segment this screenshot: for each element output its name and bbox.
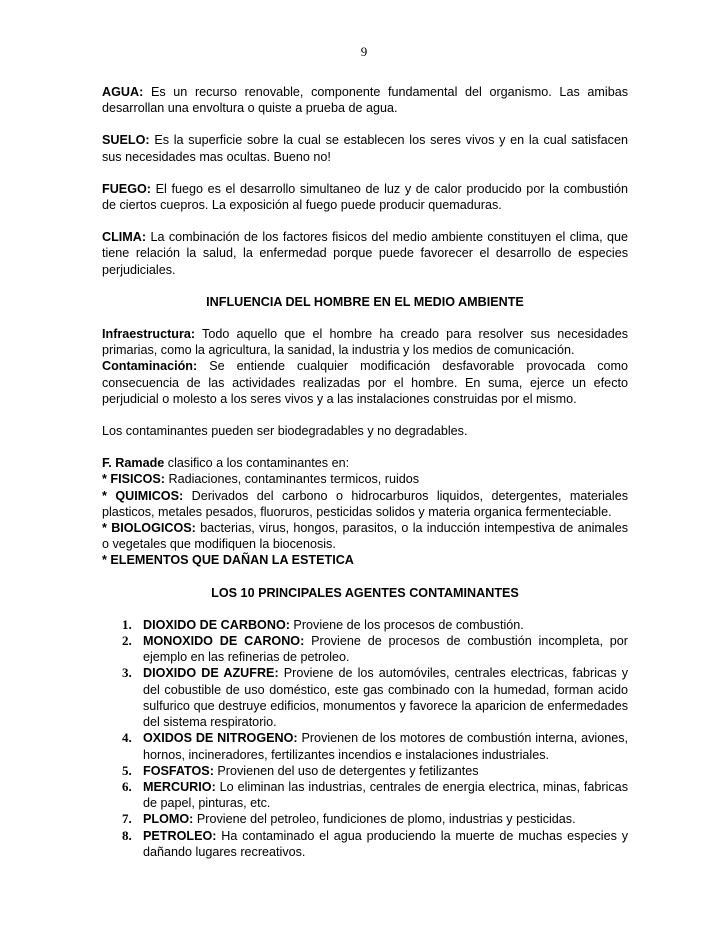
item-text: Proviene de los procesos de combustión. xyxy=(289,617,524,632)
paragraph-text: Se entiende cualquier modificación desfavorable provocada como consecuencia de las actividades realizadas por el hombre. En suma, ejerce un efecto perjudicial o molesto a los seres vivos y a las instalaciones construidas por el mismo. xyxy=(102,359,628,406)
paragraph-contaminantes: Los contaminantes pueden ser biodegradables y no degradables. xyxy=(102,424,468,439)
definition-agua xyxy=(102,84,628,116)
term: FUEGO: xyxy=(102,181,151,196)
paragraph-contaminacion xyxy=(102,358,628,407)
list-number: 2. xyxy=(122,633,132,649)
paragraph-text: clasifico a los contaminantes en: xyxy=(164,456,350,471)
list-item xyxy=(100,617,628,633)
term: OXIDOS DE NITROGENO: xyxy=(143,731,298,746)
term: PLOMO: xyxy=(143,812,194,827)
paragraph-infraestructura xyxy=(102,326,628,358)
term: AGUA: xyxy=(102,85,144,99)
paragraph-text: Todo aquello que el hombre ha creado para resolver sus necesidades primarias, como la agricultura, la sanidad, la industria y los medios de comunicación. xyxy=(102,327,628,358)
list-item xyxy=(100,763,628,779)
category-text: bacterias, virus, hongos, parasitos, o la inducción intempestiva de animales o vegetales que modifiquen la biocenosis. xyxy=(102,521,629,552)
term: F. Ramade xyxy=(102,456,165,471)
item-text: Proviene de los automóviles, centrales electricas, fabricas y del cobustible de uso doméstico, este gas combinado con la humedad, forman acido sulfurico que destruye edificios, monumentos y favorece la aparicion de enfermedades del sistema respiratorio. xyxy=(143,666,629,730)
category-fisicos xyxy=(102,471,628,487)
list-number: 8. xyxy=(122,827,132,843)
definition-text: El fuego es el desarrollo simultaneo de luz y de calor producido por la combustión de ciertos cuepros. La exposición al fuego puede producir quemaduras. xyxy=(102,181,628,213)
term: FOSFATOS: xyxy=(143,763,214,778)
term: * QUIMICOS: xyxy=(102,488,184,503)
item-text: Provienen del uso de detergentes y fetilizantes xyxy=(213,763,479,778)
list-item xyxy=(100,730,628,762)
category-estetica xyxy=(102,552,628,568)
item-text: Proviene del petroleo, fundiciones de plomo, industrias y pesticidas. xyxy=(193,812,576,827)
item-text: Proviene de procesos de combustión incompleta, por ejemplo en las refinerias de petroleo. xyxy=(143,634,629,665)
list-item xyxy=(100,665,628,730)
term: Infraestructura: xyxy=(102,327,196,342)
item-text: Provienen de los motores de combustión interna, aviones, hornos, incineradores, fertilizantes incendios e instalaciones industriales. xyxy=(143,731,628,762)
term: MERCURIO: xyxy=(143,779,216,794)
term: PETROLEO: xyxy=(143,828,217,843)
section-heading-influence: INFLUENCIA DEL HOMBRE EN EL MEDIO AMBIENTE xyxy=(206,294,524,309)
definition-text: Es un recurso renovable, componente fundamental del organismo. Las amibas desarrollan una envoltura o quiste a prueba de agua. xyxy=(102,85,628,116)
list-item xyxy=(100,779,628,811)
term: Contaminación: xyxy=(102,359,198,374)
definition-clima xyxy=(102,229,628,278)
definition-text: La combinación de los factores fisicos del medio ambiente constituyen el clima, que tiene relación la salud, la enfermedad porque puede favorecer el desarrollo de especies perjudiciales. xyxy=(102,230,628,277)
list-number: 1. xyxy=(122,616,132,632)
term: * BIOLOGICOS: xyxy=(102,521,196,536)
agents-list xyxy=(102,617,628,860)
category-text: Radiaciones, contaminantes termicos, ruidos xyxy=(164,472,420,487)
term: MONOXIDO DE CARONO: xyxy=(143,634,305,649)
list-item xyxy=(100,633,628,665)
category-text: Derivados del carbono o hidrocarburos liquidos, detergentes, materiales plasticos, metales pesados, fluoruros, pesticidas solidos y materia organica fermenteciable. xyxy=(102,488,628,519)
item-text: Ha contaminado el agua produciendo la muerte de muchas especies y dañando lugares recreativos. xyxy=(143,828,628,859)
category-biologicos xyxy=(102,520,628,552)
term: DIOXIDO DE AZUFRE: xyxy=(143,666,279,681)
definition-text: Es la superficie sobre la cual se establecen los seres vivos y en la cual satisfacen sus necesidades mas ocultas. Bueno no! xyxy=(102,133,628,164)
definition-suelo xyxy=(102,132,628,164)
page-body xyxy=(102,84,628,860)
list-item xyxy=(100,828,628,860)
paragraph-ramade xyxy=(102,455,628,471)
category-quimicos xyxy=(102,488,628,520)
term: SUELO: xyxy=(102,133,150,148)
term: * ELEMENTOS QUE DAÑAN LA ESTETICA xyxy=(102,553,354,568)
list-number: 5. xyxy=(122,762,132,778)
list-number: 3. xyxy=(122,665,132,681)
definition-fuego xyxy=(102,181,628,213)
page-number: 9 xyxy=(360,44,368,59)
list-number: 7. xyxy=(122,811,132,827)
term: CLIMA: xyxy=(102,230,147,245)
list-item xyxy=(100,811,628,827)
item-text: Lo eliminan las industrias, centrales de energia electrica, minas, fabricas de papel, pinturas, etc. xyxy=(143,779,628,811)
list-number: 4. xyxy=(122,730,132,746)
term: * FISICOS: xyxy=(102,472,165,487)
section-heading-agents: LOS 10 PRINCIPALES AGENTES CONTAMINANTES xyxy=(211,585,519,600)
list-number: 6. xyxy=(122,778,132,794)
term: DIOXIDO DE CARBONO: xyxy=(143,617,290,632)
